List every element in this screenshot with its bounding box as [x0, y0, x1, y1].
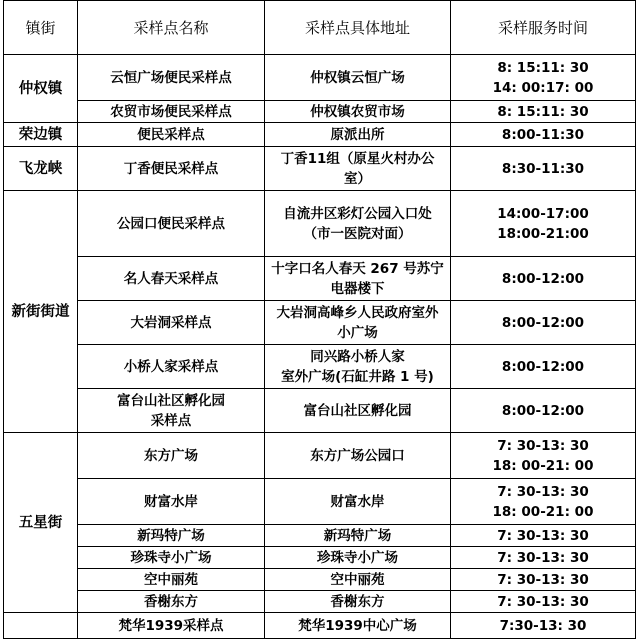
site-name-cell: [78, 123, 265, 147]
service-time-line: 8:30-11:30: [501, 160, 585, 177]
service-time-cell: [451, 479, 636, 525]
site-name-cell: [78, 547, 265, 569]
service-time-line: 8:00-12:00: [501, 402, 585, 419]
service-time-line: 18: 00-21: 00: [492, 503, 594, 520]
header-row: [4, 1, 636, 55]
table-row: [4, 123, 636, 147]
service-time-cell: [451, 613, 636, 639]
site-name-line: 便民采样点: [137, 126, 205, 143]
address-cell: [265, 613, 451, 639]
service-time-line: 7: 30-13: 30: [497, 549, 589, 566]
site-name-cell: [78, 433, 265, 479]
service-time-line: 7: 30-13: 30: [497, 483, 589, 500]
address-cell: [265, 591, 451, 613]
address-line: 丁香11组（原星火村办公: [280, 150, 435, 167]
site-name-cell: [78, 591, 265, 613]
address-line: 十字口名人春天 267 号苏宁: [271, 260, 444, 277]
table-row: [4, 433, 636, 479]
address-cell: [265, 433, 451, 479]
table-row: [4, 389, 636, 433]
site-name-line: 新玛特广场: [137, 527, 205, 544]
site-name-line: 小桥人家采样点: [123, 358, 219, 375]
service-time-cell: [451, 389, 636, 433]
address-cell: [265, 525, 451, 547]
service-time-line: 14: 00:17: 00: [492, 79, 594, 96]
site-name-line: 财富水岸: [144, 493, 198, 510]
table-row: [4, 547, 636, 569]
address-line: 室外广场(石缸井路 1 号): [281, 368, 434, 385]
service-time-cell: [451, 147, 636, 191]
service-time-cell: [451, 55, 636, 101]
service-time-line: 18:00-21:00: [497, 225, 589, 242]
service-time-line: 8:00-11:30: [501, 126, 585, 143]
service-time-line: 14:00-17:00: [497, 205, 589, 222]
table-row: [4, 301, 636, 345]
service-time-line: 8:00-12:00: [501, 314, 585, 331]
table-body: [4, 55, 636, 639]
site-name-cell: [78, 191, 265, 257]
site-name-line: 珍珠寺小广场: [130, 549, 212, 566]
address-line: 小广场: [337, 324, 378, 341]
service-time-line: 7:30-13: 30: [499, 617, 587, 634]
address-line: 香榭东方: [330, 593, 385, 610]
address-line: 梵华1939中心广场: [298, 617, 417, 634]
service-time-cell: [451, 191, 636, 257]
address-line: 仲权镇农贸市场: [310, 103, 405, 120]
service-time-line: 7: 30-13: 30: [497, 593, 589, 610]
table-row: [4, 147, 636, 191]
address-line: 原派出所: [330, 126, 385, 143]
address-cell: [265, 389, 451, 433]
table-row: [4, 101, 636, 123]
address-cell: [265, 547, 451, 569]
service-time-line: 8:00-12:00: [501, 270, 585, 287]
site-name-cell: [78, 55, 265, 101]
site-name-line: 丁香便民采样点: [123, 160, 219, 177]
site-name-cell: [78, 569, 265, 591]
address-cell: [265, 569, 451, 591]
town-cell: 荣边镇: [4, 123, 78, 147]
header-site-name: 采样点名称: [78, 1, 265, 55]
town-cell: 新街街道: [4, 191, 78, 433]
site-name-cell: [78, 345, 265, 389]
town-cell: 仲权镇: [4, 55, 78, 123]
address-line: 室）: [344, 170, 371, 187]
address-line: 珍珠寺小广场: [317, 549, 398, 566]
site-name-line: 东方广场: [144, 447, 198, 464]
address-cell: [265, 147, 451, 191]
table-row: [4, 569, 636, 591]
site-name-cell: [78, 101, 265, 123]
address-line: 财富水岸: [330, 493, 385, 510]
service-time-cell: [451, 525, 636, 547]
service-time-line: 7: 30-13: 30: [497, 437, 589, 454]
town-cell: 五星街: [4, 433, 78, 613]
town-cell: 飞龙峡: [4, 147, 78, 191]
address-line: 电器楼下: [330, 280, 385, 297]
service-time-cell: [451, 101, 636, 123]
address-cell: [265, 123, 451, 147]
service-time-line: 8: 15:11: 30: [497, 59, 589, 76]
site-name-line: 公园口便民采样点: [117, 215, 225, 232]
service-time-line: 7: 30-13: 30: [497, 571, 589, 588]
address-line: 新玛特广场: [323, 527, 392, 544]
table-row: [4, 345, 636, 389]
table-row: [4, 613, 636, 639]
service-time-cell: [451, 345, 636, 389]
service-time-cell: [451, 591, 636, 613]
address-line: 东方广场公园口: [310, 447, 405, 464]
site-name-line: 采样点: [150, 412, 192, 429]
header-service-time: 采样服务时间: [451, 1, 636, 55]
service-time-cell: [451, 123, 636, 147]
site-name-line: 名人春天采样点: [123, 270, 219, 287]
service-time-line: 8: 15:11: 30: [497, 103, 589, 120]
site-name-cell: [78, 613, 265, 639]
table-row: [4, 479, 636, 525]
service-time-cell: [451, 257, 636, 301]
site-name-cell: [78, 525, 265, 547]
address-cell: [265, 345, 451, 389]
site-name-line: 大岩洞采样点: [130, 314, 212, 331]
address-cell: [265, 191, 451, 257]
address-cell: [265, 55, 451, 101]
address-line: 自流井区彩灯公园入口处: [283, 205, 432, 222]
address-cell: [265, 301, 451, 345]
address-cell: [265, 101, 451, 123]
site-name-cell: [78, 479, 265, 525]
header-town: 镇街: [4, 1, 78, 55]
site-name-line: 富台山社区孵化园: [117, 392, 225, 409]
table-row: [4, 525, 636, 547]
service-time-line: 18: 00-21: 00: [492, 457, 594, 474]
service-time-cell: [451, 433, 636, 479]
table-row: [4, 591, 636, 613]
site-name-line: 云恒广场便民采样点: [110, 69, 232, 86]
site-name-line: 空中丽苑: [144, 571, 198, 588]
address-line: 空中丽苑: [330, 571, 385, 588]
site-name-cell: [78, 147, 265, 191]
site-name-line: 香榭东方: [144, 593, 198, 610]
address-line: 富台山社区孵化园: [303, 402, 412, 419]
site-name-cell: [78, 389, 265, 433]
service-time-line: 8:00-12:00: [501, 358, 585, 375]
address-line: 大岩洞高峰乡人民政府室外: [276, 304, 439, 321]
site-name-line: 梵华1939采样点: [118, 617, 224, 634]
service-time-cell: [451, 301, 636, 345]
site-name-line: 农贸市场便民采样点: [110, 103, 232, 120]
table-row: [4, 257, 636, 301]
service-time-cell: [451, 569, 636, 591]
address-line: 同兴路小桥人家: [310, 348, 405, 365]
address-line: 仲权镇云恒广场: [310, 69, 405, 86]
address-cell: [265, 257, 451, 301]
town-cell: [4, 613, 78, 639]
service-time-line: 7: 30-13: 30: [497, 527, 589, 544]
sampling-sites-table: [3, 0, 636, 639]
table-row: [4, 55, 636, 101]
service-time-cell: [451, 547, 636, 569]
address-cell: [265, 479, 451, 525]
header-address: 采样点具体地址: [265, 1, 451, 55]
address-line: （市一医院对面）: [303, 225, 412, 242]
site-name-cell: [78, 301, 265, 345]
site-name-cell: [78, 257, 265, 301]
table-row: [4, 191, 636, 257]
